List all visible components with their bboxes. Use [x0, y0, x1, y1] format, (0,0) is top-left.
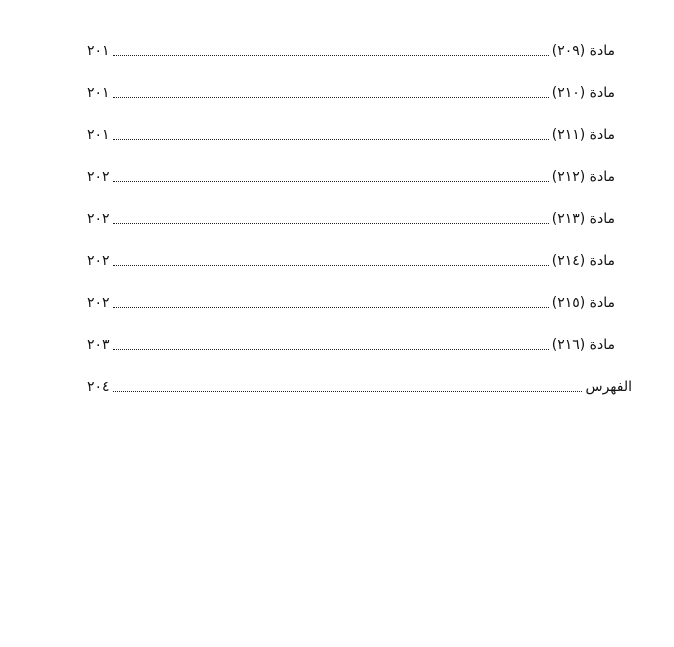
- dot-leader: [113, 307, 549, 308]
- dot-leader: [113, 391, 583, 392]
- toc-entry-page-number: ٢٠١: [87, 43, 110, 59]
- dot-leader: [113, 97, 549, 98]
- toc-entry-title: الفهرس: [585, 379, 632, 395]
- toc-entry-page-number: ٢٠١: [87, 85, 110, 101]
- toc-entry-article-212: [87, 156, 632, 198]
- toc-entry-title: مادة (٢٠٩): [551, 43, 615, 59]
- toc-entry-title: مادة (٢١٣): [551, 211, 615, 227]
- toc-entry-article-215: [87, 282, 632, 324]
- toc-entry-article-209: [87, 30, 632, 72]
- toc-entry-article-214: [87, 240, 632, 282]
- toc-entry-page-number: ٢٠٢: [87, 253, 110, 269]
- toc-entry-title: مادة (٢١٦): [551, 337, 615, 353]
- toc-entry-article-216: [87, 324, 632, 366]
- toc-entry-article-213: [87, 198, 632, 240]
- dot-leader: [113, 181, 549, 182]
- toc-entry-article-211: [87, 114, 632, 156]
- dot-leader: [113, 55, 549, 56]
- toc-entry-page-number: ٢٠٣: [87, 337, 110, 353]
- table-of-contents: [87, 30, 632, 408]
- toc-entry-title: مادة (٢١١): [551, 127, 615, 143]
- toc-entry-title: مادة (٢١٠): [551, 85, 615, 101]
- dot-leader: [113, 265, 549, 266]
- toc-entry-title: مادة (٢١٥): [551, 295, 615, 311]
- toc-entry-title: مادة (٢١٢): [551, 169, 615, 185]
- toc-entry-page-number: ٢٠٢: [87, 169, 110, 185]
- toc-entry-page-number: ٢٠١: [87, 127, 110, 143]
- dot-leader: [113, 139, 549, 140]
- toc-entry-page-number: ٢٠٢: [87, 211, 110, 227]
- toc-entry-index: [87, 366, 632, 408]
- toc-entry-title: مادة (٢١٤): [551, 253, 615, 269]
- toc-entry-page-number: ٢٠٢: [87, 295, 110, 311]
- dot-leader: [113, 223, 549, 224]
- toc-entry-article-210: [87, 72, 632, 114]
- dot-leader: [113, 349, 549, 350]
- toc-entry-page-number: ٢٠٤: [87, 379, 110, 395]
